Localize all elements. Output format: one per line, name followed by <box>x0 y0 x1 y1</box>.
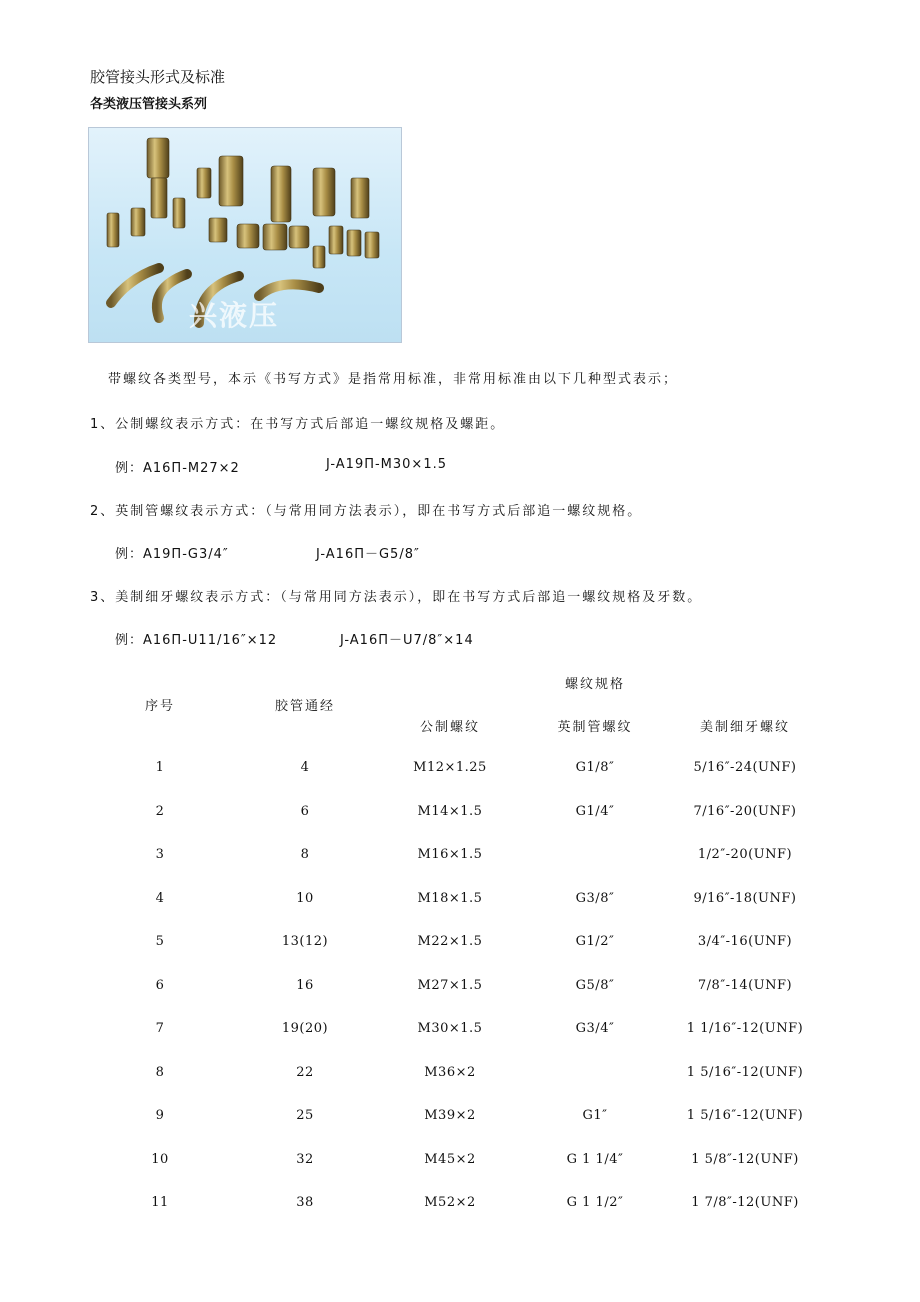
rule-1-example-b: J-A19Π-M30×1.5 <box>326 457 448 472</box>
cell-unf-thread: 1/2″-20(UNF) <box>697 847 793 862</box>
rule-3-example-b: J-A16Π－U7/8″×14 <box>340 633 474 648</box>
rule-2-example-a: 例：A19Π-G3/4″ <box>115 547 229 562</box>
cell-hose-bore: 6 <box>300 803 310 819</box>
rule-1-example-a: 例：A16Π-M27×2 <box>115 461 240 476</box>
cell-unf-thread: 3/4″-16(UNF) <box>697 934 793 949</box>
cell-index: 1 <box>155 760 165 775</box>
cell-metric-thread: M45×2 <box>424 1151 476 1167</box>
header-metric-thread: 公制螺纹 <box>419 720 480 735</box>
cell-metric-thread: M14×1.5 <box>417 803 483 819</box>
cell-hose-bore: 22 <box>296 1064 314 1080</box>
cell-hose-bore: 8 <box>300 847 310 862</box>
cell-metric-thread: M22×1.5 <box>417 934 483 949</box>
header-hose-bore: 胶管通经 <box>274 699 335 714</box>
rule-3-example-a: 例：A16Π-U11/16″×12 <box>115 633 278 648</box>
cell-bsp-thread: G5/8″ <box>575 977 615 993</box>
cell-metric-thread: M16×1.5 <box>417 847 483 862</box>
cell-metric-thread: M30×1.5 <box>417 1021 483 1036</box>
rule-1-text: 1、公制螺纹表示方式：在书写方式后部追一螺纹规格及螺距。 <box>90 417 506 432</box>
rule-2-text: 2、英制管螺纹表示方式：（与常用同方法表示），即在书写方式后部追一螺纹规格。 <box>90 504 643 519</box>
cell-unf-thread: 7/8″-14(UNF) <box>697 977 793 993</box>
cell-metric-thread: M12×1.25 <box>413 760 487 775</box>
cell-index: 8 <box>155 1064 165 1080</box>
rule-2-example-b: J-A16Π－G5/8″ <box>316 547 420 562</box>
cell-bsp-thread: G 1 1/2″ <box>566 1195 624 1210</box>
cell-index: 10 <box>151 1151 169 1167</box>
page-title: 胶管接头形式及标准 <box>90 68 226 86</box>
cell-index: 3 <box>155 847 165 862</box>
cell-index: 2 <box>155 803 165 819</box>
cell-unf-thread: 1 7/8″-12(UNF) <box>691 1195 799 1210</box>
cell-index: 7 <box>155 1021 165 1036</box>
cell-hose-bore: 4 <box>300 760 310 775</box>
group-header-thread-spec: 螺纹规格 <box>564 677 625 692</box>
header-index: 序号 <box>144 699 175 714</box>
cell-bsp-thread: G1″ <box>582 1108 608 1123</box>
cell-unf-thread: 1 1/16″-12(UNF) <box>686 1021 804 1036</box>
cell-bsp-thread: G1/2″ <box>575 934 615 949</box>
cell-index: 4 <box>155 890 165 906</box>
cell-hose-bore: 25 <box>296 1108 314 1123</box>
cell-index: 6 <box>155 977 165 993</box>
cell-hose-bore: 10 <box>296 890 314 906</box>
cell-index: 11 <box>151 1195 169 1210</box>
cell-metric-thread: M27×1.5 <box>417 977 483 993</box>
cell-unf-thread: 9/16″-18(UNF) <box>693 890 797 906</box>
cell-metric-thread: M36×2 <box>424 1064 476 1080</box>
cell-bsp-thread: G3/8″ <box>575 890 615 906</box>
cell-hose-bore: 19(20) <box>281 1021 329 1036</box>
photo-watermark: 兴液压 <box>189 299 280 332</box>
cell-index: 9 <box>155 1108 165 1123</box>
cell-metric-thread: M18×1.5 <box>417 890 483 906</box>
cell-hose-bore: 16 <box>296 977 314 993</box>
header-unf-thread: 美制细牙螺纹 <box>699 720 790 735</box>
cell-hose-bore: 32 <box>296 1151 314 1167</box>
cell-unf-thread: 7/16″-20(UNF) <box>693 803 797 819</box>
rule-3-text: 3、美制细牙螺纹表示方式：（与常用同方法表示），即在书写方式后部追一螺纹规格及牙数。 <box>90 590 703 605</box>
cell-bsp-thread: G 1 1/4″ <box>566 1151 624 1167</box>
cell-unf-thread: 1 5/16″-12(UNF) <box>686 1108 804 1123</box>
header-bsp-thread: 英制管螺纹 <box>557 720 633 735</box>
cell-hose-bore: 38 <box>296 1195 314 1210</box>
cell-bsp-thread: G3/4″ <box>575 1021 615 1036</box>
cell-bsp-thread: G1/4″ <box>575 803 615 819</box>
page-subtitle: 各类液压管接头系列 <box>90 97 208 112</box>
cell-unf-thread: 1 5/16″-12(UNF) <box>686 1064 804 1080</box>
cell-unf-thread: 5/16″-24(UNF) <box>693 760 797 775</box>
cell-bsp-thread: G1/8″ <box>575 760 615 775</box>
intro-paragraph: 带螺纹各类型号，本示《书写方式》是指常用标准，非常用标准由以下几种型式表示； <box>108 372 679 387</box>
cell-index: 5 <box>155 934 165 949</box>
cell-metric-thread: M39×2 <box>424 1108 476 1123</box>
cell-metric-thread: M52×2 <box>424 1195 476 1210</box>
cell-unf-thread: 1 5/8″-12(UNF) <box>691 1151 799 1167</box>
cell-hose-bore: 13(12) <box>281 934 329 949</box>
